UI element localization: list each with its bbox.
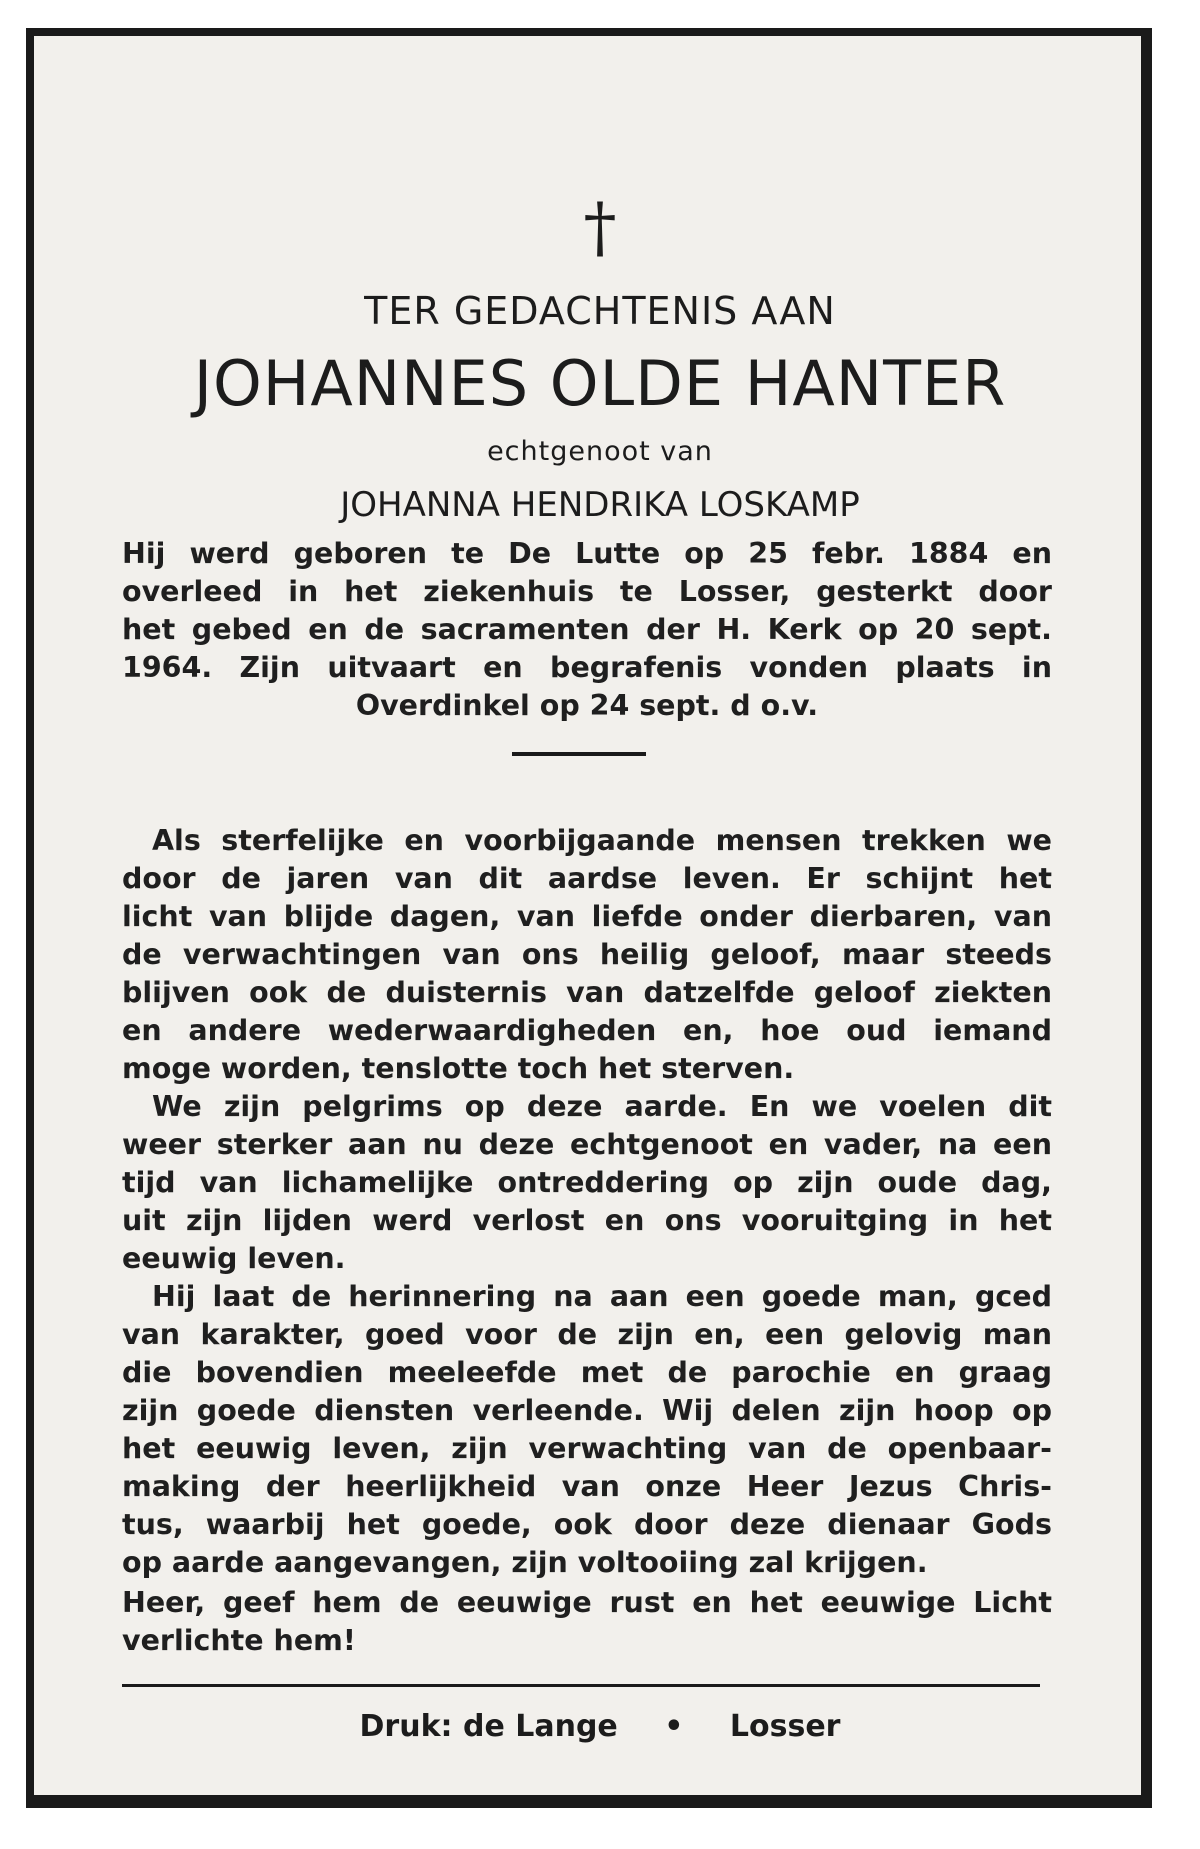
text-line: 1964. Zijn uitvaart en begrafenis vonden plaats in bbox=[122, 651, 1052, 684]
text-line: eeuwig leven. bbox=[122, 1242, 346, 1275]
paragraph-pilgrims bbox=[122, 1088, 1052, 1278]
text-line: licht van blijde dagen, van liefde onder dierbaren, van bbox=[122, 900, 1052, 933]
text-line: overleed in het ziekenhuis te Losser, gesterkt door bbox=[122, 575, 1052, 608]
text-line: door de jaren van dit aardse leven. Er schijnt het bbox=[122, 862, 1052, 895]
bullet-separator: • bbox=[664, 1709, 684, 1744]
text-line: verlichte hem! bbox=[122, 1624, 356, 1657]
text-line: moge worden, tenslotte toch het sterven. bbox=[122, 1052, 795, 1085]
memorial-heading: TER GEDACHTENIS AAN bbox=[364, 289, 836, 333]
text-line: en andere wederwaardigheden en, hoe oud iemand bbox=[122, 1014, 1052, 1047]
printer-credit bbox=[0, 1706, 1200, 1748]
closing-prayer bbox=[122, 1584, 1052, 1660]
text-line: het gebed en de sacramenten der H. Kerk op 20 sept. bbox=[122, 613, 1052, 646]
footer-divider bbox=[122, 1684, 1040, 1687]
text-line: tus, waarbij het goede, ook door deze dienaar Gods bbox=[122, 1508, 1052, 1541]
text-line: uit zijn lijden werd verlost en ons vooruitging in het bbox=[122, 1204, 1052, 1237]
printer-place: Losser bbox=[729, 1709, 841, 1744]
text-line: het eeuwig leven, zijn verwachting van de openbaar- bbox=[122, 1432, 1052, 1465]
text-line: making der heerlijkheid van onze Heer Jezus Chris- bbox=[122, 1470, 1052, 1503]
text-line: Heer, geef hem de eeuwige rust en het eeuwige Licht bbox=[122, 1586, 1052, 1619]
text-line: tijd van lichamelijke ontreddering op zijn oude dag, bbox=[122, 1166, 1052, 1199]
text-line: Hij laat de herinnering na aan een goede man, gced bbox=[152, 1280, 1052, 1313]
paragraph-remembrance bbox=[122, 1278, 1052, 1582]
text-line: blijven ook de duisternis van datzelfde geloof ziekten bbox=[122, 976, 1052, 1009]
deceased-name: JOHANNES OLDE HANTER bbox=[193, 347, 1007, 420]
text-line: zijn goede diensten verleende. Wij delen zijn hoop op bbox=[122, 1394, 1052, 1427]
text-line: van karakter, goed voor de zijn en, een gelovig man bbox=[122, 1318, 1052, 1351]
text-line: weer sterker aan nu deze echtgenoot en vader, na een bbox=[122, 1128, 1052, 1161]
text-line: Hij werd geboren te De Lutte op 25 febr. 1884 en bbox=[122, 537, 1052, 570]
text-line: de verwachtingen van ons heilig geloof, maar steeds bbox=[122, 938, 1052, 971]
text-line: op aarde aangevangen, zijn voltooiing zal krijgen. bbox=[122, 1546, 928, 1579]
spouse-name: JOHANNA HENDRIKA LOSKAMP bbox=[340, 485, 860, 525]
text-line: We zijn pelgrims op deze aarde. En we voelen dit bbox=[152, 1090, 1052, 1123]
printer-name: Druk: de Lange bbox=[359, 1709, 618, 1744]
short-divider bbox=[512, 752, 646, 756]
text-line: die bovendien meeleefde met de parochie en graag bbox=[122, 1356, 1052, 1389]
biography-text bbox=[122, 535, 1052, 725]
spouse-label: echtgenoot van bbox=[487, 436, 713, 467]
text-line: Als sterfelijke en voorbijgaande mensen trekken we bbox=[152, 824, 1052, 857]
text-line: Overdinkel op 24 sept. d o.v. bbox=[355, 689, 819, 722]
paragraph-mortal-life bbox=[122, 822, 1052, 1088]
cross-icon: † bbox=[583, 189, 617, 266]
